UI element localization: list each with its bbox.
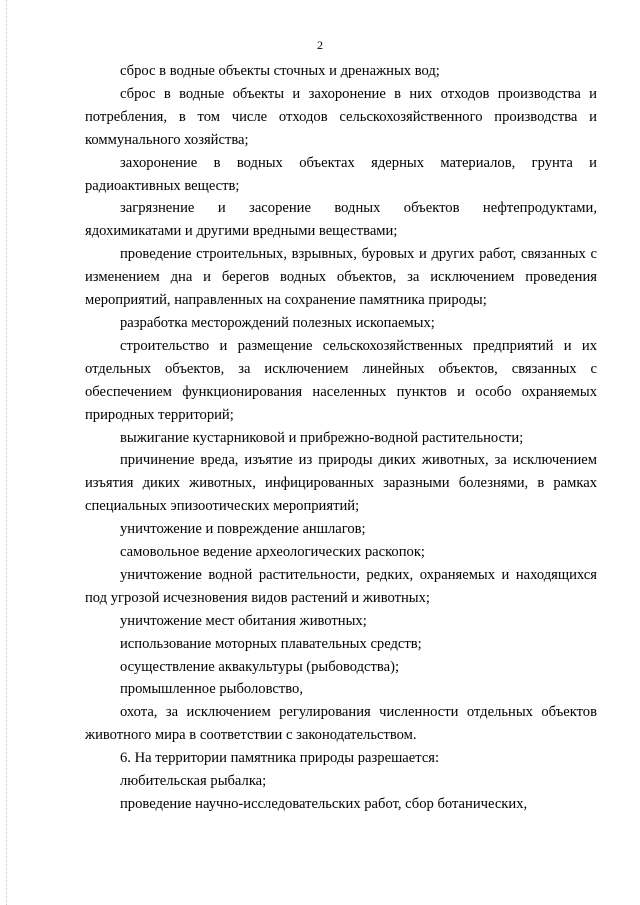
paragraph: загрязнение и засорение водных объектов нефтепродуктами, ядохимикатами и другими вредными веществами; bbox=[85, 200, 597, 240]
paragraph: уничтожение и повреждение аншлагов; bbox=[120, 521, 366, 538]
document-body bbox=[85, 60, 597, 816]
paragraph: промышленное рыболовство, bbox=[120, 681, 303, 698]
paragraph: осуществление аквакультуры (рыбоводства); bbox=[120, 658, 399, 675]
paragraph: строительство и размещение сельскохозяйственных предприятий и их отдельных объектов, за исключением линейных объектов, связанных с обеспечением функционирования населенных пунктов и особо охраняемых природных территорий; bbox=[85, 337, 597, 423]
paragraph: охота, за исключением регулирования численности отдельных объектов животного мира в соответствии с законодательством. bbox=[85, 704, 597, 744]
section-heading: 6. На территории памятника природы разрешается: bbox=[120, 750, 440, 767]
paragraph: уничтожение водной растительности, редких, охраняемых и находящихся под угрозой исчезновения видов растений и животных; bbox=[85, 566, 597, 606]
paragraph: использование моторных плавательных средств; bbox=[120, 635, 422, 652]
paragraph: выжигание кустарниковой и прибрежно-водной растительности; bbox=[120, 429, 524, 446]
paragraph: разработка месторождений полезных ископаемых; bbox=[120, 314, 435, 331]
paragraph: сброс в водные объекты сточных и дренажных вод; bbox=[120, 63, 440, 79]
paragraph: уничтожение мест обитания животных; bbox=[120, 612, 367, 629]
scan-edge-line bbox=[6, 0, 8, 905]
paragraph: захоронение в водных объектах ядерных материалов, грунта и радиоактивных веществ; bbox=[85, 154, 597, 194]
paragraph: сброс в водные объекты и захоронение в них отходов производства и потребления, в том числе отходов сельскохозяйственного производства и коммунального хозяйства; bbox=[85, 85, 597, 148]
page-number: 2 bbox=[317, 38, 323, 52]
paragraph: проведение научно-исследовательских работ, сбор ботанических, bbox=[120, 796, 528, 812]
paragraph: любительская рыбалка; bbox=[120, 773, 267, 790]
paragraph: самовольное ведение археологических раскопок; bbox=[120, 544, 425, 561]
paragraph: проведение строительных, взрывных, буровых и других работ, связанных с изменением дна и берегов водных объектов, за исключением проведения мероприятий, направленных на сохранение памятника природы; bbox=[85, 246, 597, 309]
paragraph: причинение вреда, изъятие из природы диких животных, за исключением изъятия диких животных, инфицированных заразными болезнями, в рамках специальных эпизоотических мероприятий; bbox=[85, 452, 597, 515]
